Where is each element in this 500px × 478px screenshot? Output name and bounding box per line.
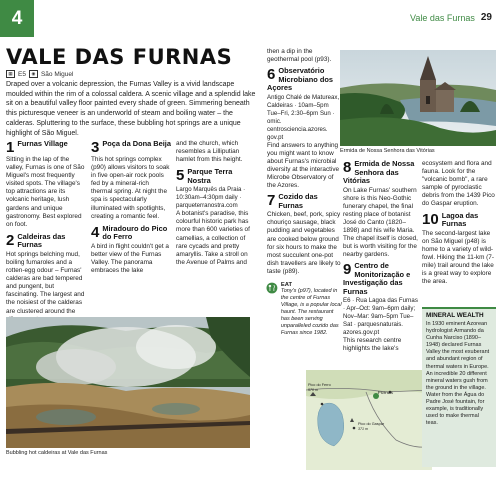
map-label-ferro: Pico do Ferro (308, 383, 331, 387)
caldeiras-photo (6, 317, 250, 448)
chapel-photo-caption: Ermida de Nossa Senhora das Vitórias (340, 148, 435, 154)
entry-number: 2 (6, 232, 15, 249)
entry-8 (343, 160, 419, 259)
map-label-gaspar: Pico do Gaspar (358, 422, 385, 426)
eat-text: Tony's (p97), located in the centre of Furnas Village, is a popular local haunt. The restaurant has been serving unparalleled cozido das Furnas since 1982. (280, 288, 342, 336)
entry-number: 7 (267, 193, 276, 210)
entry-number: 8 (343, 160, 352, 176)
entry-text: Find answers to anything you might want to know about Furnas's microbial diversity at the interactive Microbe Observatory of the Azores. (267, 141, 340, 190)
entry-1 (6, 140, 86, 229)
entry-7 (267, 193, 341, 276)
locator-map (306, 370, 432, 470)
entry-title: Parque Terra Nostra (187, 168, 233, 185)
entry-text: On Lake Furnas' southern shore is this Neo-Gothic funerary chapel, the final resting place of botanist José do Canto (1820–1898) and his wife Maria. The chapel itself is closed, but is worth visiting for the nearby gardens. (343, 186, 418, 259)
entry-title: Centro de Monitorização e Investigação das Furnas (343, 262, 411, 296)
entry-title: Ermida de Nossa Senhora das Vitórias (343, 160, 415, 185)
entry-text: This research centre highlights the lake's (343, 337, 402, 353)
entry-info: Largo Marquês da Praia · 10:30am–4:30pm daily · parqueterranostra.com (176, 186, 246, 210)
chapter-tab: 4 (0, 0, 34, 37)
entry-number: 3 (91, 140, 100, 155)
sidebar-title: MINERAL WEALTH (426, 312, 484, 319)
map-label-ferro-elev: 570 m (308, 388, 318, 392)
column-6 (422, 160, 496, 286)
fork-knife-icon (266, 282, 278, 294)
page-number: 29 (480, 12, 492, 23)
entry-6 (267, 67, 341, 190)
entry-info: E6 · Rua Lagoa das Furnas · Apr–Oct: 9am–6pm daily; Nov–Mar: 9am–5pm Tue–Sat · parquesnaturais. azores.gov.pt (343, 297, 418, 337)
entry-number: 1 (6, 140, 15, 155)
entry-title: Lagoa das Furnas (441, 211, 479, 229)
location: São Miguel (40, 70, 74, 78)
running-head (410, 12, 492, 23)
entry-2 (6, 233, 86, 324)
column-5 (343, 160, 419, 354)
entry-4 (91, 225, 171, 275)
mineral-wealth-sidebar (422, 307, 496, 467)
entry-number: 6 (267, 67, 276, 84)
entry-number: 4 (91, 224, 100, 241)
intro-paragraph: Draped over a volcanic depression, the Furnas Valley is a vivid landscape moulded within the rim of a colossal caldera. A scenic village and a splendid lake sit on a beautiful valley floor painted every shade of green. Simmering beneath this picturesque veneer is an underworld of steam and boiling water – the calderas. Spluttering to the surface, these bubbling hot springs are a unique highlight of São Miguel. (6, 81, 256, 137)
location-meta (6, 70, 73, 78)
col2-continuation: and the church, which resembles a Lilliputian hamlet from this height. (176, 140, 243, 164)
col5-continuation: ecosystem and flora and fauna. Look for the "volcanic bomb", a rare sample of pyroclastic debris from the 1439 Pico do Gaspar eruption. (422, 160, 495, 208)
entry-9 (343, 262, 419, 353)
column-2 (91, 140, 171, 275)
eat-box (266, 282, 342, 374)
entry-number: 9 (343, 262, 352, 279)
page-title: VALE DAS FURNAS (6, 45, 233, 69)
sidebar-text: In 1930 eminent Azorean hydrologist Armando da Cunha Narciso (1890–1948) declared Furnas Valley the most exuberant and abundant region of thermal waters in Europe. An incredible 20 different mineral waters gush from the ground in the village. Water from the Água do Padre José fountain, for example, is traditionally used to make thermal teas. (426, 321, 490, 427)
entry-5 (176, 168, 256, 267)
entry-text: A bird in flight couldn't get a better view of the Furnas Valley. The panorama embraces the lake (91, 242, 169, 275)
entry-number: 10 (422, 211, 439, 228)
column-3 (176, 140, 256, 267)
entry-text: A botanist's paradise, this colourful historic park has more than 600 varieties of camellias, a collection of rare cycads and pretty amaryllis. Take a stroll on the Avenue of Palms and (176, 210, 250, 266)
map-label-furnas: Furnas (378, 391, 393, 396)
entry-10 (422, 212, 496, 287)
entry-text: This hot springs complex (p90) allows visitors to soak in five open-air rock pools fed by a mineral-rich thermal spring. At night the spa is spectacularly illuminated with spotlights, creating a romantic feel. (91, 156, 170, 220)
entry-title: Observatório Microbiano dos Açores (267, 67, 333, 93)
caldeiras-photo-caption: Bubbling hot caldeiras at Vale das Furnas (6, 450, 108, 456)
entry-number: 5 (176, 168, 185, 185)
entry-title: Furnas Village (17, 140, 68, 148)
entry-text: Chicken, beef, pork, spicy chouriço sausage, black pudding and vegetables are cooked below ground for six hours to make the most succulent one-pot dish travellers are likely to taste (p89). (267, 211, 341, 275)
section-name: Vale das Furnas (410, 12, 475, 23)
chapel-photo (340, 50, 496, 146)
entry-title: Caldeiras das Furnas (17, 232, 66, 250)
entry-text: The second-largest lake on São Miguel (p48) is home to a variety of wild-fowl. Hiking the 11-km (7-mile) trail around the lake is a great way to explore the area. (422, 229, 494, 286)
map-label-gaspar-elev: 371 m (358, 427, 368, 431)
col3-continuation: then a dip in the geothermal pool (p93). (267, 48, 332, 64)
grid-ref: E5 (18, 70, 26, 78)
entry-info: Antigo Chalé de Matureax, Caldeiras · 10am–5pm Tue–Fri, 2:30–6pm Sun · omic. centrosciencia.azores. gov.pt (267, 93, 340, 141)
column-4 (267, 48, 341, 276)
entry-title: Poça da Dona Beija (102, 140, 171, 148)
column-1 (6, 140, 86, 324)
entry-text: Hot springs belching mud, boiling fumaroles and a rotten-egg odour – Furnas' calderas are bad tempered and pungent, but fascinating. The largest and the noisiest of the calderas are clustered around the (6, 250, 85, 315)
entry-3 (91, 140, 171, 221)
eat-label: EAT (280, 282, 293, 288)
entry-title: Cozido das Furnas (278, 193, 318, 210)
entry-title: Miradouro do Pico do Ferro (102, 224, 168, 242)
entry-text: Sitting in the lap of the valley, Furnas is one of São Miguel's most frequently visited spots. The village's top attractions are its volcanic heritage, lush gardens and unique gastronomy. Best explored on foot. (6, 156, 85, 228)
map-grid-icon: ▦ (6, 70, 15, 78)
map-pin-icon: ◉ (29, 70, 38, 78)
